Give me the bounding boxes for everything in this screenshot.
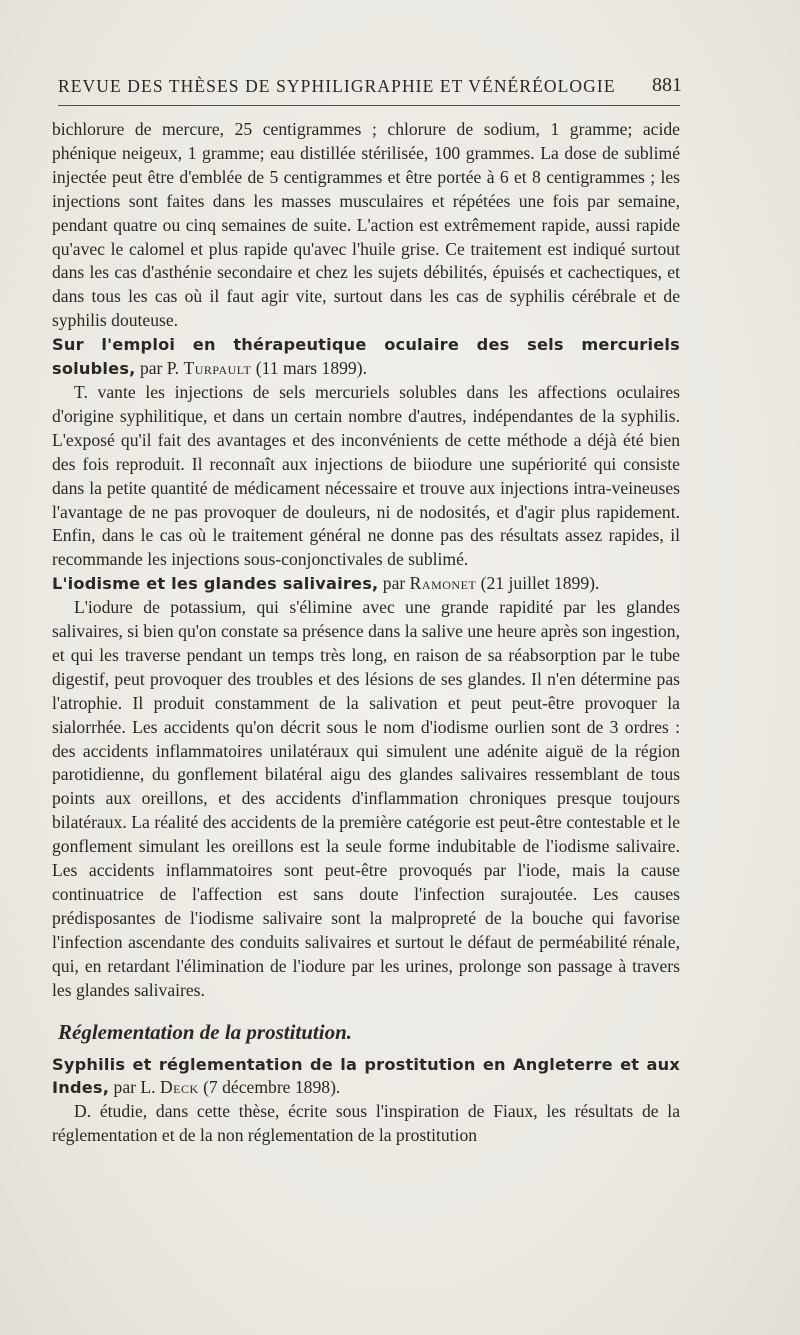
running-title: REVUE DES THÈSES DE SYPHILIGRAPHIE ET VÉNÉRÉOLOGIE	[58, 76, 616, 96]
thesis-entry-deck	[52, 1053, 680, 1101]
paragraph: L'iodure de potassium, qui s'élimine avec une grande rapidité par les glandes salivaires, si bien qu'on constate sa présence dans la salive une heure après son ingestion, et qui les traverse pendant un temps très long, en raison de sa réabsorption par le tube digestif, peut provoquer des troubles et des lésions de ses glandes. Il n'en détermine pas l'atrophie. Il produit constamment de la salivation et peut peut-être provoquer la sialorrhée. Les accidents qu'on décrit sous le nom d'iodisme ourlien sont de 3 ordres : des accidents inflammatoires unilatéraux qui simulent une adénite aiguë de la région parotidienne, du gonflement bilatéral aigu des glandes salivaires ressemblant de tous points aux oreillons, et des accidents d'inflammation chroniques presque toujours bilatéraux. La réalité des accidents de la première catégorie est peut-être contestable et le gonflement simulant les oreillons est la seule forme indubitable de l'iodisme salivaire. Les accidents inflammatoires sont peut-être provoqués par l'iode, mais la cause continuatrice de l'affection est sans doute l'infection surajoutée. Les causes prédisposantes de l'iodisme salivaire sont la malpropreté de la bouche qui favorise l'infection ascendante des conduits salivaires et surtout le défaut de perméabilité rénale, qui, en retardant l'élimination de l'iodure par les urines, prolonge son passage à travers les glandes salivaires.	[52, 597, 680, 1000]
by-text: par	[382, 573, 406, 594]
header-rule	[58, 105, 680, 106]
paragraph: D. étudie, dans cette thèse, écrite sous l'inspiration de Fiaux, les résultats de la réglementation et de la non réglementation de la prostitution	[52, 1101, 680, 1146]
page-number: 881	[652, 74, 682, 96]
thesis-date: (21 juillet 1899).	[480, 573, 600, 594]
paragraph-continuation: bichlorure de mercure, 25 centigrammes ; chlorure de sodium, 1 gramme; acide phénique neigeux, 1 gramme; eau distillée stérilisée, 100 grammes. La dose de sublimé injectée peut être d'emblée de 5 centigrammes et être portée à 6 et 8 centigrammes ; les injections sont faites dans les masses musculaires et répétées une fois par semaine, pendant quatre ou cinq semaines de suite. L'action est extrêmement rapide, aussi rapide qu'avec le calomel et plus rapide qu'avec l'huile grise. Ce traitement est indiqué surtout dans les cas d'asthénie secondaire et chez les sujets débilités, épuisés et cachectiques, et dans tous les cas où il faut agir vite, surtout dans les cas de syphilis cérébrale et de syphilis douteuse.	[52, 119, 680, 331]
author-name: Turpault	[183, 358, 252, 379]
thesis-entry-ramonet	[52, 572, 680, 596]
running-header	[58, 72, 682, 102]
thesis-date: (7 décembre 1898).	[203, 1077, 341, 1098]
thesis-date: (11 mars 1899).	[255, 358, 367, 379]
thesis-title: L'iodisme et les glandes salivaires,	[52, 574, 379, 594]
author-name: Deck	[159, 1077, 199, 1098]
thesis-entry-turpault	[52, 333, 680, 381]
section-heading: Réglementation de la prostitution.	[58, 1019, 353, 1044]
paragraph: T. vante les injections de sels mercuriels solubles dans les affections oculaires d'origine syphilitique, et dans un certain nombre d'autres, indépendantes de la syphilis. L'exposé qu'il fait des avantages et des inconvénients de cette méthode a déjà été bien des fois reproduit. Il reconnaît aux injections de biiodure une supériorité qui consiste dans la petite quantité de médicament nécessaire et trouve aux injections intra-veineuses l'avantage de ne pas provoquer de douleurs, ni de nodosités, et d'agir plus rapidement. Enfin, dans le cas où le traitement général ne donne pas des résultats assez rapides, il recommande les injections sous-conjonctivales de sublimé.	[52, 381, 680, 570]
body-text	[52, 118, 680, 1148]
thesis-title: Syphilis et réglementation de la prostitution en Angleterre et aux Indes,	[52, 1054, 680, 1098]
thesis-title: Sur l'emploi en thérapeutique oculaire des sels mercuriels solubles,	[52, 335, 680, 379]
by-text: par L.	[113, 1077, 156, 1098]
author-name: Ramonet	[409, 573, 477, 594]
by-text: par P.	[139, 358, 180, 379]
